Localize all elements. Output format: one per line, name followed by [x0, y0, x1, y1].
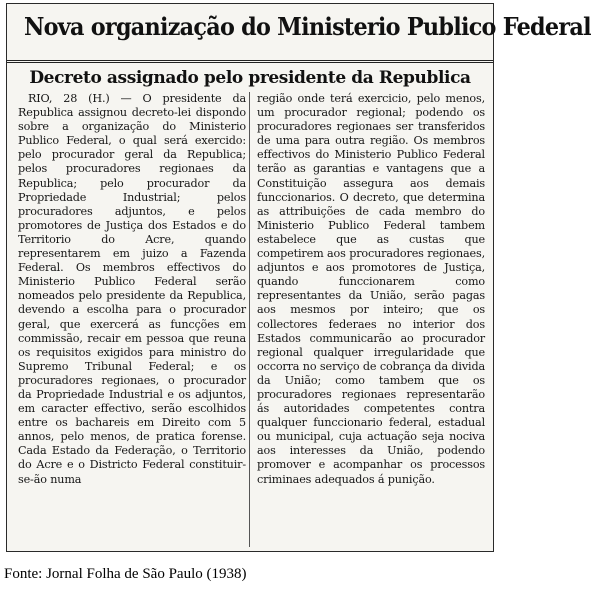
article-text-right: região onde terá exercicio, pelo menos, um procurador regional; podendo os procuradores regionaes ser transferidos de uma para outra região. Os membros effectivos do Ministerio Publico Federal terão as garantias e vantagens que a Constituição assegura aos demais funccionarios. O decreto, que determina as attribuições de cada membro do Ministerio Publico Federal tambem estabelece que as custas que competirem aos procuradores regionaes, adjuntos e aos promotores de Justiça, quando funccionarem como representantes da União, serão pagas aos mesmos por inteiro; que os collectores federaes no interior dos Estados communicarão ao procurador regional qualquer irregularidade que occorra no serviço de cobrança da divida da União; como tambem que os procuradores regionaes representarão ás autoridades competentes contra qualquer funccionario federal, estadual ou municipal, cuja actuação seja nociva aos interesses da União, podendo promover e acompanhar os processos criminaes adequados á punição. — [257, 92, 485, 486]
headline-rule — [7, 60, 493, 63]
article-column-right — [257, 92, 485, 487]
source-caption: Fonte: Jornal Folha de São Paulo (1938) — [4, 566, 247, 582]
subheadline: Decreto assignado pelo presidente da Republica — [29, 68, 471, 88]
headline: Nova organização do Ministerio Publico Federal — [24, 12, 591, 41]
article-column-left — [18, 92, 246, 487]
article-text-left: RIO, 28 (H.) — O presidente da Republica assignou decreto-lei dispondo sobre a organização do Ministerio Publico Federal, o qual será exercido: pelo procurador geral da Republica; pelos procuradores regionaes da Republica; pelo procurador da Propriedade Industrial; pelos procuradores adjuntos, e pelos promotores de Justiça dos Estados e do Territorio do Acre, quando representarem em juizo a Fazenda Federal. Os membros effectivos do Ministerio Publico Federal serão nomeados pelo presidente da Republica, devendo a escolha para o procurador geral, que exercerá as funcções em commissão, recair em pessoa que reuna os requisitos exigidos para ministro do Supremo Tribunal Federal; e os procuradores regionaes, o procurador da Propriedade Industrial e os adjuntos, em caracter effectivo, serão escolhidos entre os bachareis em Direito com 5 annos, pelo menos, de pratica forense. Cada Estado da Federação, o Territorio do Acre e o Districto Federal constituir-se-ão numa — [18, 92, 246, 486]
column-divider — [249, 92, 250, 547]
newspaper-clipping — [6, 3, 591, 552]
